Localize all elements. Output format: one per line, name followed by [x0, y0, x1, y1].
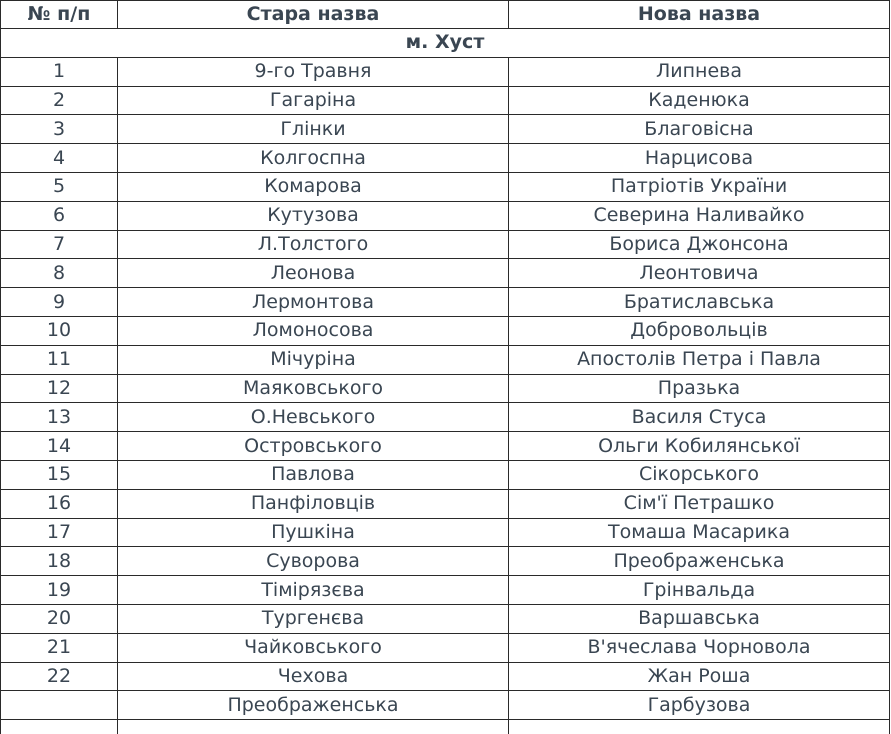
- row-number-cell: 6: [1, 201, 118, 230]
- table-row: [1, 288, 890, 317]
- old-name-cell: Преображенська: [118, 691, 509, 720]
- table-row: [1, 633, 890, 662]
- row-number-cell: 16: [1, 489, 118, 518]
- new-name-cell: Сікорського: [509, 460, 890, 489]
- table-row: [1, 259, 890, 288]
- table-row: [1, 604, 890, 633]
- new-name-cell: Апостолів Петра і Павла: [509, 345, 890, 374]
- table-row: [1, 172, 890, 201]
- table-row: [1, 230, 890, 259]
- new-name-cell: Северина Наливайко: [509, 201, 890, 230]
- table-row: [1, 576, 890, 605]
- old-name-cell: Комарова: [118, 172, 509, 201]
- old-name-cell: Кутузова: [118, 201, 509, 230]
- new-name-cell: Добровольців: [509, 316, 890, 345]
- row-number-cell: 3: [1, 115, 118, 144]
- row-number-cell: 8: [1, 259, 118, 288]
- table-body: [1, 29, 890, 734]
- header-new-name: Нова назва: [509, 1, 890, 29]
- table-header-row: [1, 1, 890, 29]
- table-row: [1, 460, 890, 489]
- section-row: [1, 29, 890, 58]
- new-name-cell: Благовісна: [509, 115, 890, 144]
- table-row: [1, 345, 890, 374]
- old-name-cell: Леонова: [118, 259, 509, 288]
- old-name-cell: Павлова: [118, 460, 509, 489]
- old-name-cell: Панфіловців: [118, 489, 509, 518]
- new-name-cell: Томаша Масарика: [509, 518, 890, 547]
- table-row: [1, 86, 890, 115]
- table-row: [1, 662, 890, 691]
- row-number-cell: [1, 691, 118, 720]
- new-name-cell: Преображенська: [509, 547, 890, 576]
- new-name-cell: Патріотів України: [509, 172, 890, 201]
- table-row: [1, 144, 890, 173]
- old-name-cell: Чайковського: [118, 633, 509, 662]
- row-number-cell: 2: [1, 86, 118, 115]
- row-number-cell: 14: [1, 432, 118, 461]
- new-name-cell: Гарбузова: [509, 691, 890, 720]
- row-number-cell: 20: [1, 604, 118, 633]
- new-name-cell: Жан Роша: [509, 662, 890, 691]
- old-name-cell: Островського: [118, 432, 509, 461]
- row-number-cell: 1: [1, 57, 118, 86]
- new-name-cell: Братиславська: [509, 288, 890, 317]
- old-name-cell: Гагаріна: [118, 86, 509, 115]
- row-number-cell: 21: [1, 633, 118, 662]
- row-number-cell: 5: [1, 172, 118, 201]
- table-row: [1, 403, 890, 432]
- table-row: [1, 518, 890, 547]
- old-name-cell: Тургенєва: [118, 604, 509, 633]
- row-number-cell: 4: [1, 144, 118, 173]
- header-old-name: Стара назва: [118, 1, 509, 29]
- new-name-cell: Каденюка: [509, 86, 890, 115]
- new-name-cell: Грінвальда: [509, 576, 890, 605]
- new-name-cell: Ольги Кобилянської: [509, 432, 890, 461]
- new-name-cell: Сім'ї Петрашко: [509, 489, 890, 518]
- old-name-cell: Суворова: [118, 547, 509, 576]
- empty-cell: [1, 720, 118, 734]
- new-name-cell: Леонтовича: [509, 259, 890, 288]
- row-number-cell: 9: [1, 288, 118, 317]
- old-name-cell: Л.Толстого: [118, 230, 509, 259]
- old-name-cell: Тімірязєва: [118, 576, 509, 605]
- new-name-cell: Варшавська: [509, 604, 890, 633]
- table-row: [1, 374, 890, 403]
- row-number-cell: 15: [1, 460, 118, 489]
- row-number-cell: 17: [1, 518, 118, 547]
- table-row-partial: [1, 720, 890, 734]
- table-row: [1, 547, 890, 576]
- table-row: [1, 115, 890, 144]
- table-row: [1, 316, 890, 345]
- row-number-cell: 12: [1, 374, 118, 403]
- row-number-cell: 11: [1, 345, 118, 374]
- new-name-cell: Василя Стуса: [509, 403, 890, 432]
- new-name-cell: Празька: [509, 374, 890, 403]
- old-name-cell: Пушкіна: [118, 518, 509, 547]
- table-row: [1, 432, 890, 461]
- old-name-cell: Лермонтова: [118, 288, 509, 317]
- row-number-cell: 18: [1, 547, 118, 576]
- old-name-cell: Ломоносова: [118, 316, 509, 345]
- new-name-cell: Липнева: [509, 57, 890, 86]
- row-number-cell: 19: [1, 576, 118, 605]
- row-number-cell: 7: [1, 230, 118, 259]
- new-name-cell: Бориса Джонсона: [509, 230, 890, 259]
- empty-cell: [509, 720, 890, 734]
- old-name-cell: Колгоспна: [118, 144, 509, 173]
- new-name-cell: Нарцисова: [509, 144, 890, 173]
- row-number-cell: 22: [1, 662, 118, 691]
- table-row: [1, 201, 890, 230]
- new-name-cell: В'ячеслава Чорновола: [509, 633, 890, 662]
- table-row: [1, 691, 890, 720]
- row-number-cell: 13: [1, 403, 118, 432]
- old-name-cell: Чехова: [118, 662, 509, 691]
- empty-cell: [118, 720, 509, 734]
- old-name-cell: 9-го Травня: [118, 57, 509, 86]
- header-number: № п/п: [1, 1, 118, 29]
- old-name-cell: О.Невського: [118, 403, 509, 432]
- old-name-cell: Мічуріна: [118, 345, 509, 374]
- section-title: м. Хуст: [1, 29, 890, 58]
- table-row: [1, 489, 890, 518]
- table-row: [1, 57, 890, 86]
- row-number-cell: 10: [1, 316, 118, 345]
- old-name-cell: Маяковського: [118, 374, 509, 403]
- old-name-cell: Глінки: [118, 115, 509, 144]
